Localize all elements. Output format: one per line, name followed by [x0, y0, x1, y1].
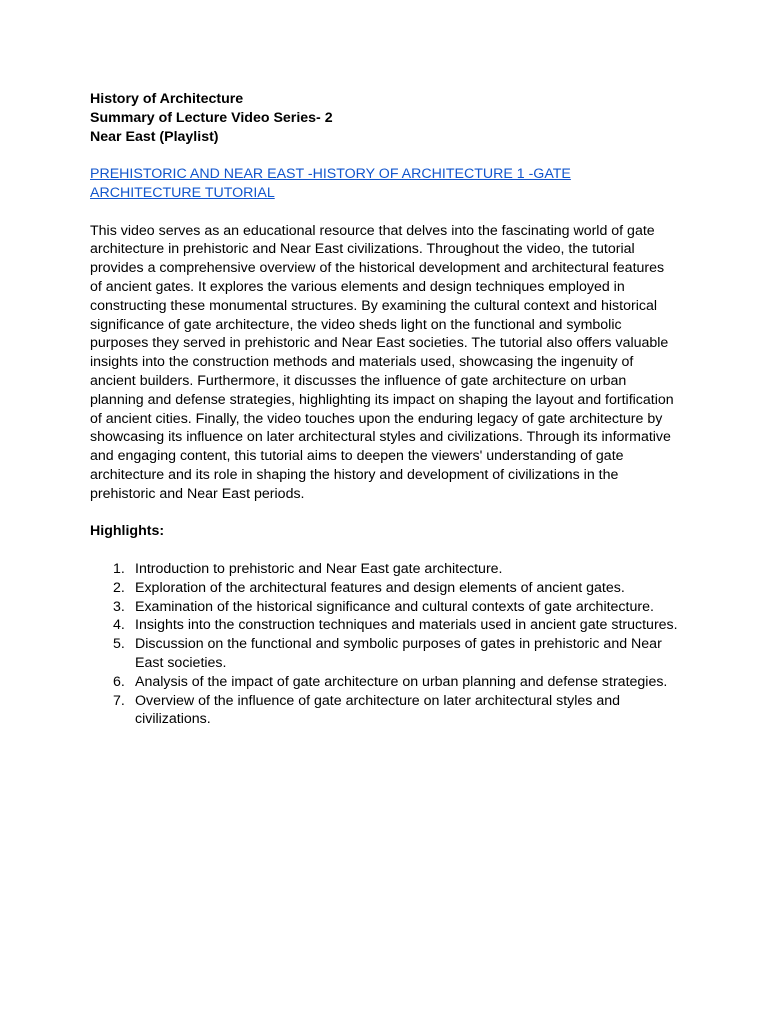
playlist-title: Near East (Playlist)	[90, 128, 219, 145]
list-item-number: 6.	[113, 673, 125, 690]
list-item-number: 5.	[113, 636, 125, 653]
video-link[interactable]: PREHISTORIC AND NEAR EAST -HISTORY OF ARCHITECTURE 1 -GATE ARCHITECTURE TUTORIAL	[90, 166, 571, 201]
list-item	[90, 692, 678, 730]
summary-paragraph: This video serves as an educational resource that delves into the fascinating world of gate architecture in prehistoric and Near East civilizations. Throughout the video, the tutorial provides a comprehensive overview of the historical development and architectural features of ancient gates. It explores the various elements and design techniques employed in constructing these monumental structures. By examining the cultural context and historical significance of gate architecture, the video sheds light on the functional and symbolic purposes they served in prehistoric and Near East societies. The tutorial also offers valuable insights into the construction methods and materials used, showcasing the ingenuity of ancient builders. Furthermore, it discusses the influence of gate architecture on urban planning and defense strategies, highlighting its impact on shaping the layout and fortification of ancient cities. Finally, the video touches upon the enduring legacy of gate architecture by showcasing its influence on later architectural styles and civilizations. Through its informative and engaging content, this tutorial aims to deepen the viewers' understanding of gate architecture and its role in shaping the history and development of civilizations in the prehistoric and Near East periods.	[90, 222, 674, 502]
list-item-text: Analysis of the impact of gate architecture on urban planning and defense strategies.	[135, 673, 668, 690]
list-item-number: 7.	[113, 692, 125, 709]
list-item-number: 1.	[113, 560, 125, 577]
highlights-heading: Highlights:	[90, 523, 165, 540]
list-item-text: Introduction to prehistoric and Near East gate architecture.	[135, 560, 503, 577]
video-link-paragraph	[90, 165, 678, 203]
list-item-number: 2.	[113, 579, 125, 596]
document-title-block	[90, 90, 678, 146]
list-item	[90, 635, 678, 673]
series-title: Summary of Lecture Video Series- 2	[90, 109, 333, 126]
list-item	[90, 673, 678, 692]
list-item-number: 3.	[113, 598, 125, 615]
list-item	[90, 598, 678, 617]
highlights-list	[90, 560, 678, 729]
list-item	[90, 616, 678, 635]
list-item-text: Discussion on the functional and symbolic purposes of gates in prehistoric and Near East societies.	[135, 636, 662, 671]
list-item	[90, 560, 678, 579]
list-item	[90, 579, 678, 598]
list-item-text: Examination of the historical significance and cultural contexts of gate architecture.	[135, 598, 654, 615]
list-item-number: 4.	[113, 617, 125, 634]
list-item-text: Overview of the influence of gate architecture on later architectural styles and civilizations.	[135, 692, 620, 728]
list-item-text: Insights into the construction techniques and materials used in ancient gate structures.	[135, 617, 678, 634]
document-page	[90, 90, 678, 729]
course-title: History of Architecture	[90, 91, 244, 107]
list-item-text: Exploration of the architectural features and design elements of ancient gates.	[135, 579, 625, 596]
